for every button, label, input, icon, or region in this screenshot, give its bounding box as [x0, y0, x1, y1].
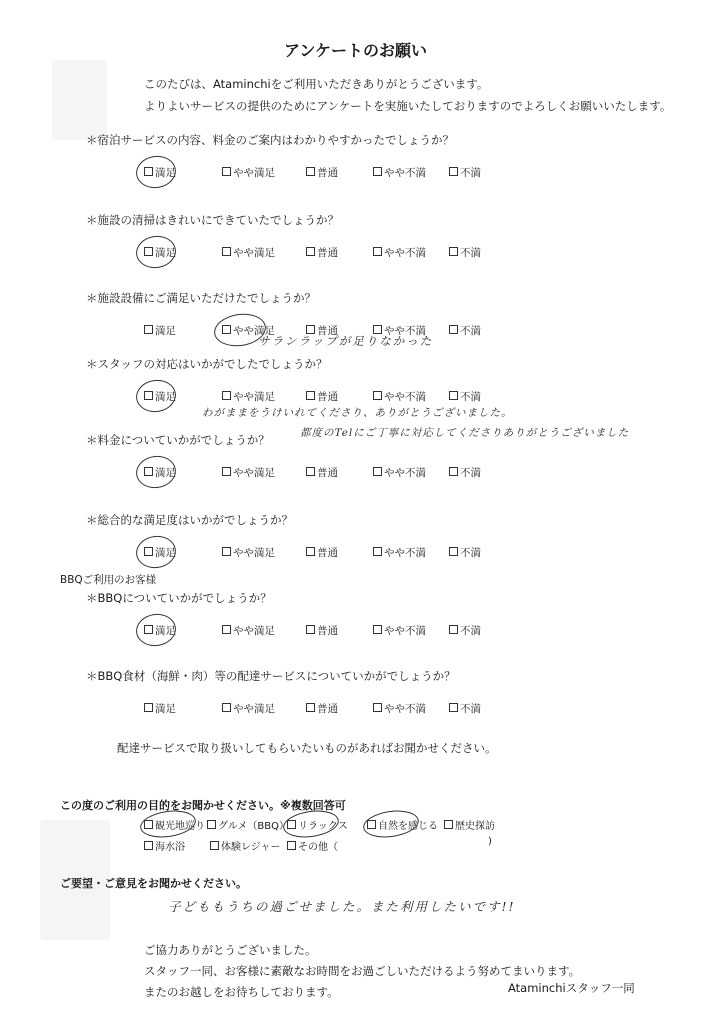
checkbox-square-icon [373, 247, 382, 256]
rating-option-label: 満足 [155, 467, 176, 479]
rating-option-label: 普通 [317, 625, 338, 637]
rating-option-label: やや不満 [384, 547, 426, 559]
rating-option-label: やや満足 [233, 547, 275, 559]
checkbox-square-icon [222, 625, 231, 634]
checkbox-square-icon [144, 467, 153, 476]
checkbox-square-icon [373, 391, 382, 400]
rating-option-checkbox[interactable] [222, 389, 275, 404]
rating-option-label: 不満 [460, 247, 481, 259]
checkbox-square-icon [306, 625, 315, 634]
checkbox-square-icon [144, 841, 153, 850]
rating-option-checkbox[interactable] [449, 389, 481, 404]
checkbox-square-icon [373, 467, 382, 476]
checkbox-square-icon [306, 703, 315, 712]
question-label: ＊料金についていかがでしょうか？ [86, 433, 270, 447]
rating-option-checkbox[interactable] [222, 165, 275, 180]
rating-option-label: やや不満 [384, 625, 426, 637]
checkbox-square-icon [222, 167, 231, 176]
rating-option-checkbox[interactable] [373, 389, 426, 404]
rating-option-checkbox[interactable] [306, 623, 338, 638]
checkbox-square-icon [144, 820, 153, 829]
checkbox-square-icon [449, 391, 458, 400]
rating-option-label: 不満 [460, 391, 481, 403]
rating-option-checkbox[interactable] [449, 465, 481, 480]
rating-option-label: 不満 [460, 467, 481, 479]
checkbox-square-icon [306, 391, 315, 400]
rating-option-label: 普通 [317, 547, 338, 559]
purpose-heading: この度のご利用の目的をお聞かせください。※複数回答可 [60, 799, 346, 812]
rating-option-checkbox[interactable] [222, 623, 275, 638]
question-label: ＊宿泊サービスの内容、料金のご案内はわかりやすかったでしょうか？ [86, 133, 454, 147]
feedback-heading: ご要望・ご意見をお聞かせください。 [60, 877, 247, 890]
rating-option-checkbox[interactable] [222, 701, 275, 716]
scan-artifact [52, 60, 107, 140]
checkbox-square-icon [222, 703, 231, 712]
checkbox-square-icon [144, 703, 153, 712]
handwritten-comment: わがままをうけいれてくださり、ありがとうございました。 [202, 407, 513, 419]
rating-option-checkbox[interactable] [306, 701, 338, 716]
rating-option-checkbox[interactable] [222, 545, 275, 560]
rating-option-label: 満足 [155, 325, 176, 337]
rating-option-checkbox[interactable] [306, 545, 338, 560]
checkbox-square-icon [306, 547, 315, 556]
feedback-comment: 子どももうちの過ごせました。また利用したいです!! [168, 899, 516, 914]
checkbox-square-icon [222, 247, 231, 256]
question-label: ＊BBQ食材（海鮮・肉）等の配達サービスについていかがでしょうか？ [86, 669, 456, 683]
rating-option-checkbox[interactable] [144, 165, 176, 180]
checkbox-square-icon [449, 167, 458, 176]
rating-option-label: やや満足 [233, 167, 275, 179]
checkbox-square-icon [144, 167, 153, 176]
rating-option-checkbox[interactable] [144, 245, 176, 260]
rating-option-checkbox[interactable] [373, 245, 426, 260]
rating-option-label: 満足 [155, 703, 176, 715]
rating-option-label: やや満足 [233, 625, 275, 637]
checkbox-square-icon [222, 547, 231, 556]
rating-option-checkbox[interactable] [144, 545, 176, 560]
signature: Ataminchiスタッフ一同 [508, 981, 635, 995]
rating-option-checkbox[interactable] [449, 623, 481, 638]
rating-option-checkbox[interactable] [373, 701, 426, 716]
checkbox-square-icon [306, 247, 315, 256]
rating-option-label: 不満 [460, 547, 481, 559]
checkbox-square-icon [222, 325, 231, 334]
checkbox-square-icon [373, 167, 382, 176]
checkbox-square-icon [144, 247, 153, 256]
question-label: ＊BBQについていかがでしょうか？ [86, 591, 272, 605]
rating-option-label: 普通 [317, 325, 338, 337]
rating-option-checkbox[interactable] [449, 165, 481, 180]
rating-option-label: やや満足 [233, 391, 275, 403]
checkbox-square-icon [373, 547, 382, 556]
rating-option-label: 普通 [317, 391, 338, 403]
rating-option-label: 不満 [460, 625, 481, 637]
rating-option-checkbox[interactable] [222, 245, 275, 260]
closing-line-3: またのお越しをお待ちしております。 [144, 985, 339, 999]
purpose-option-checkbox[interactable] [287, 817, 348, 832]
closing-line-1: ご協力ありがとうございました。 [144, 943, 317, 957]
rating-option-label: やや不満 [384, 247, 426, 259]
checkbox-square-icon [373, 625, 382, 634]
rating-option-label: やや不満 [384, 467, 426, 479]
closing-line-2: スタッフ一同、お客様に素敵なお時間をお過ごしいただけるよう努めてまいります。 [144, 964, 581, 978]
purpose-option-label: 自然を感じる [378, 821, 438, 832]
checkbox-square-icon [144, 325, 153, 334]
purpose-option-checkbox[interactable] [367, 817, 438, 832]
checkbox-square-icon [449, 547, 458, 556]
rating-option-checkbox[interactable] [306, 389, 338, 404]
question-label: ＊施設の清掃はきれいにできていたでしょうか？ [86, 213, 339, 227]
rating-option-label: やや不満 [384, 703, 426, 715]
checkbox-square-icon [287, 820, 296, 829]
rating-option-checkbox[interactable] [306, 465, 338, 480]
question-label: ＊施設設備にご満足いただけたでしょうか？ [86, 291, 316, 305]
purpose-option-checkbox[interactable] [210, 838, 281, 853]
handwritten-comment: サランラップが足りなかった [258, 334, 434, 348]
rating-option-label: 普通 [317, 247, 338, 259]
checkbox-square-icon [449, 467, 458, 476]
checkbox-square-icon [306, 467, 315, 476]
purpose-option-label: リラックス [298, 821, 348, 832]
rating-option-checkbox[interactable] [373, 545, 426, 560]
rating-option-checkbox[interactable] [144, 389, 176, 404]
rating-option-label: やや満足 [233, 703, 275, 715]
rating-option-label: 満足 [155, 625, 176, 637]
purpose-option-checkbox[interactable] [444, 817, 495, 832]
purpose-option-label: グルメ（BBQ） [218, 821, 289, 832]
rating-option-label: 普通 [317, 467, 338, 479]
checkbox-square-icon [144, 547, 153, 556]
rating-option-label: 満足 [155, 547, 176, 559]
rating-option-label: やや不満 [384, 167, 426, 179]
purpose-option-checkbox[interactable] [207, 817, 289, 832]
purpose-option-label: 観光地巡り [155, 821, 205, 832]
intro-line-2: よりよいサービスの提供のためにアンケートを実施いたしておりますのでよろしくお願いいたします。 [144, 99, 672, 113]
checkbox-square-icon [449, 625, 458, 634]
checkbox-square-icon [449, 703, 458, 712]
rating-option-label: 普通 [317, 167, 338, 179]
checkbox-square-icon [144, 391, 153, 400]
question-label: ＊総合的な満足度はいかがでしょうか？ [86, 513, 293, 527]
rating-option-label: やや満足 [233, 247, 275, 259]
rating-option-checkbox[interactable] [449, 245, 481, 260]
purpose-option-checkbox[interactable] [144, 817, 205, 832]
checkbox-square-icon [222, 391, 231, 400]
checkbox-square-icon [222, 467, 231, 476]
checkbox-square-icon [449, 247, 458, 256]
rating-option-checkbox[interactable] [306, 165, 338, 180]
rating-option-label: 普通 [317, 703, 338, 715]
rating-option-label: 不満 [460, 325, 481, 337]
rating-option-checkbox[interactable] [373, 623, 426, 638]
purpose-option-checkbox[interactable] [287, 838, 338, 853]
rating-option-checkbox[interactable] [144, 465, 176, 480]
checkbox-square-icon [207, 820, 216, 829]
rating-option-label: やや満足 [233, 467, 275, 479]
rating-option-checkbox[interactable] [144, 623, 176, 638]
rating-option-checkbox[interactable] [144, 701, 176, 716]
purpose-option-label: 海水浴 [155, 842, 185, 853]
rating-option-checkbox[interactable] [373, 165, 426, 180]
checkbox-square-icon [306, 167, 315, 176]
checkbox-square-icon [444, 820, 453, 829]
rating-option-checkbox[interactable] [306, 245, 338, 260]
rating-option-checkbox[interactable] [144, 323, 176, 338]
purpose-option-label: 歴史探訪 [455, 821, 495, 832]
delivery-prompt: 配達サービスで取り扱いしてもらいたいものがあればお聞かせください。 [117, 741, 497, 755]
checkbox-square-icon [144, 625, 153, 634]
question-label: ＊スタッフの対応はいかがでしたでしょうか？ [86, 357, 328, 371]
checkbox-square-icon [373, 703, 382, 712]
rating-option-checkbox[interactable] [449, 545, 481, 560]
rating-option-label: 満足 [155, 391, 176, 403]
checkbox-square-icon [210, 841, 219, 850]
rating-option-checkbox[interactable] [373, 465, 426, 480]
rating-option-checkbox[interactable] [222, 465, 275, 480]
bbq-heading: BBQご利用のお客様 [60, 574, 157, 586]
checkbox-square-icon [287, 841, 296, 850]
rating-option-label: 不満 [460, 167, 481, 179]
other-close-paren: ) [488, 836, 492, 847]
checkbox-square-icon [367, 820, 376, 829]
checkbox-square-icon [449, 325, 458, 334]
handwritten-comment: 都度のTelにご丁寧に対応してくださりありがとうございました [300, 427, 630, 439]
rating-option-label: 満足 [155, 247, 176, 259]
rating-option-checkbox[interactable] [449, 701, 481, 716]
rating-option-label: 不満 [460, 703, 481, 715]
purpose-option-label: その他（ [298, 842, 338, 853]
purpose-option-label: 体験レジャー [221, 842, 281, 853]
purpose-option-checkbox[interactable] [144, 838, 185, 853]
rating-option-label: やや不満 [384, 325, 426, 337]
rating-option-label: 満足 [155, 167, 176, 179]
rating-option-label: やや満足 [233, 325, 275, 337]
page-title: アンケートのお願い [283, 41, 428, 60]
rating-option-label: やや不満 [384, 391, 426, 403]
intro-line-1: このたびは、Ataminchiをご利用いただきありがとうございます。 [144, 77, 489, 91]
rating-option-checkbox[interactable] [449, 323, 481, 338]
